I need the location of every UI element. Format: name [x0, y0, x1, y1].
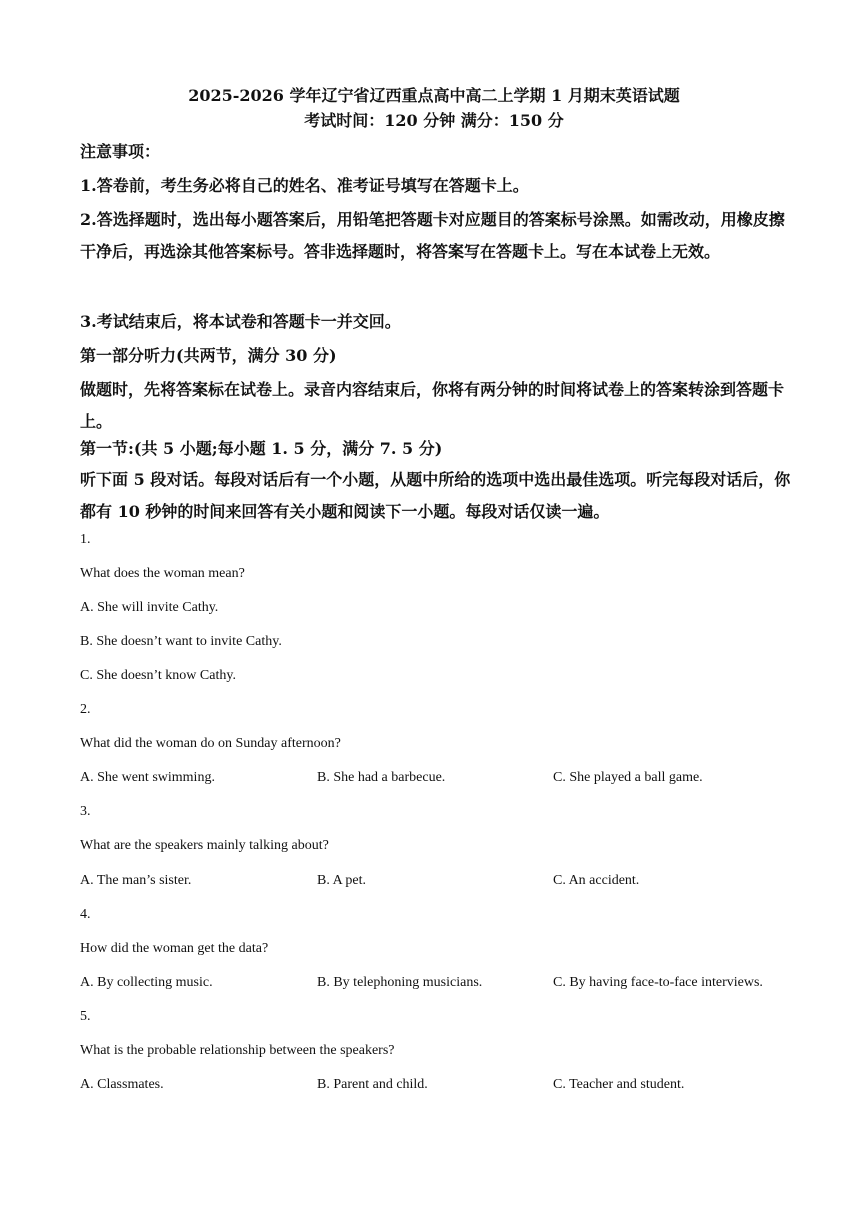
- question-stem: What is the probable relationship between the speakers?: [80, 1043, 395, 1058]
- option-b: B. A pet.: [317, 873, 367, 888]
- question-number: 5.: [80, 1009, 91, 1024]
- question-stem: What does the woman mean?: [80, 566, 245, 581]
- option-b: B. She doesn’t want to invite Cathy.: [80, 634, 282, 649]
- part1-note: 做题时，先将答案标在试卷上。录音内容结束后，你将有两分钟的时间将试卷上的答案转涂到答题卡上。: [80, 380, 785, 431]
- question-stem: What did the woman do on Sunday afternoon?: [80, 736, 341, 751]
- exam-title: 2025-2026 学年辽宁省辽西重点高中高二上学期 1 月期末英语试题: [188, 86, 680, 105]
- section1-note: 听下面 5 段对话。每段对话后有一个小题，从题中所给的选项中选出最佳选项。听完每段对话后，你都有 10 秒钟的时间来回答有关小题和阅读下一小题。每段对话仅读一遍。: [80, 470, 791, 521]
- exam-subtitle: 考试时间：120 分钟 满分：150 分: [304, 111, 564, 130]
- option-a: A. She will invite Cathy.: [80, 600, 219, 615]
- option-c: C. An accident.: [553, 873, 640, 888]
- question-number: 3.: [80, 804, 91, 819]
- option-c: C. She doesn’t know Cathy.: [80, 668, 236, 683]
- option-b: B. Parent and child.: [317, 1077, 428, 1092]
- question-stem: What are the speakers mainly talking about?: [80, 838, 329, 853]
- option-c: C. She played a ball game.: [553, 770, 703, 785]
- instruction-item-1: 1.答卷前，考生务必将自己的姓名、准考证号填写在答题卡上。: [80, 176, 529, 195]
- option-a: A. She went swimming.: [80, 770, 215, 785]
- instruction-item-3: 3.考试结束后，将本试卷和答题卡一并交回。: [80, 312, 401, 331]
- question-number: 4.: [80, 907, 91, 922]
- part1-heading: 第一部分听力(共两节，满分 30 分): [80, 346, 337, 365]
- option-a: A. By collecting music.: [80, 975, 213, 990]
- option-a: A. Classmates.: [80, 1077, 164, 1092]
- question-number: 2.: [80, 702, 91, 717]
- question-stem: How did the woman get the data?: [80, 941, 269, 956]
- instruction-item-2: 2.答选择题时，选出每小题答案后，用铅笔把答题卡对应题目的答案标号涂黑。如需改动，用橡皮擦干净后，再选涂其他答案标号。答非选择题时，将答案写在答题卡上。写在本试卷上无效。: [80, 210, 785, 261]
- section1-heading: 第一节:(共 5 小题;每小题 1. 5 分，满分 7. 5 分): [80, 439, 443, 458]
- option-c: C. By having face-to-face interviews.: [553, 975, 763, 990]
- option-b: B. She had a barbecue.: [317, 770, 446, 785]
- option-c: C. Teacher and student.: [553, 1077, 685, 1092]
- instructions-heading: 注意事项：: [80, 142, 161, 161]
- question-number: 1.: [80, 532, 91, 547]
- option-b: B. By telephoning musicians.: [317, 975, 483, 990]
- option-a: A. The man’s sister.: [80, 873, 192, 888]
